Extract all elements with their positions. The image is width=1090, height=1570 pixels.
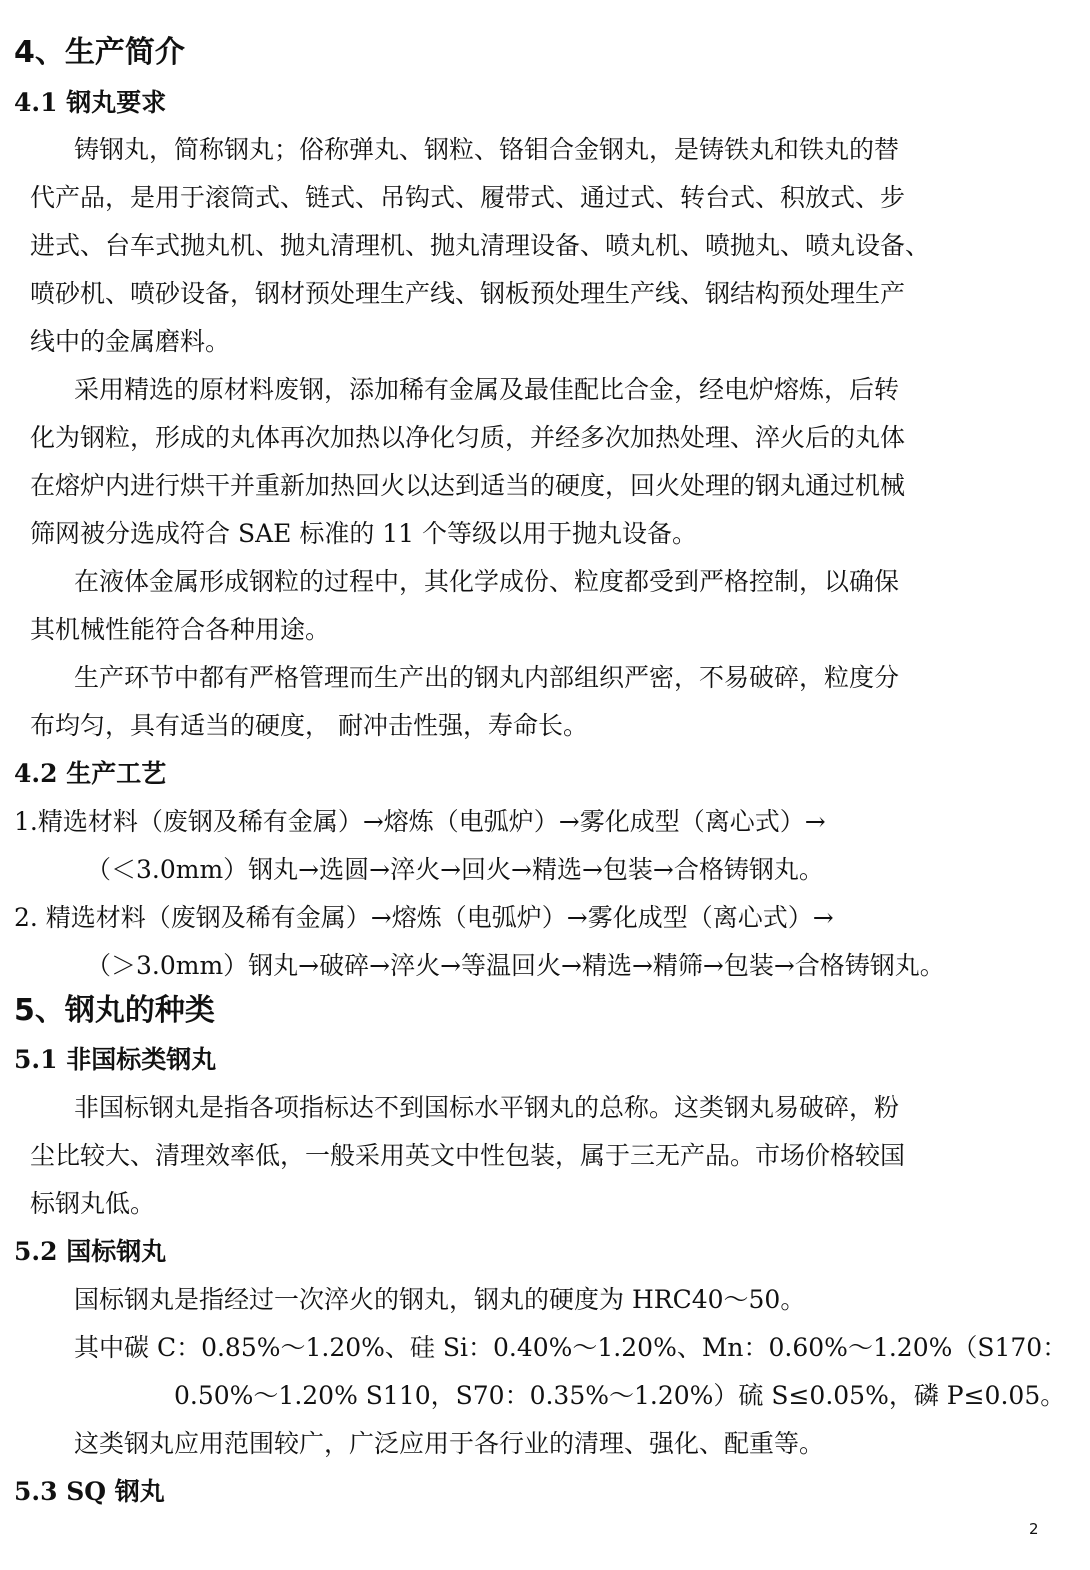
text-line: 线中的金属磨料。 xyxy=(30,327,231,356)
text-line: 标钢丸低。 xyxy=(30,1189,156,1218)
text-line: 非国标钢丸是指各项指标达不到国标水平钢丸的总称。这类钢丸易破碎，粉 xyxy=(74,1093,900,1122)
text-line: （＞3.0mm）钢丸→破碎→淬火→等温回火→精选→精筛→包装→合格铸钢丸。 xyxy=(86,951,945,980)
text-line: 采用精选的原材料废钢，添加稀有金属及最佳配比合金，经电炉熔炼，后转 xyxy=(74,375,900,404)
text-line: 其机械性能符合各种用途。 xyxy=(30,615,331,644)
text-line: 尘比较大、清理效率低，一般采用英文中性包装，属于三无产品。市场价格较国 xyxy=(30,1141,906,1170)
text-line: 在熔炉内进行烘干并重新加热回火以达到适当的硬度，回火处理的钢丸通过机械 xyxy=(30,471,906,500)
text-line: 布均匀，具有适当的硬度， 耐冲击性强，寿命长。 xyxy=(30,711,588,740)
section-5-1-heading: 5.1 非国标类钢丸 xyxy=(14,1045,217,1074)
section-4-2-heading: 4.2 生产工艺 xyxy=(14,759,167,788)
text-line: 其中碳 C：0.85%～1.20%、硅 Si：0.40%～1.20%、Mn：0.60%～1.20%（S170： xyxy=(74,1333,1068,1362)
text-line: 进式、台车式抛丸机、抛丸清理机、抛丸清理设备、喷丸机、喷抛丸、喷丸设备、 xyxy=(30,231,931,260)
section-5-3-heading: 5.3 SQ 钢丸 xyxy=(14,1477,165,1506)
section-5-heading: 5、钢丸的种类 xyxy=(14,993,215,1028)
section-4-heading: 4、生产简介 xyxy=(14,35,185,70)
text-line: （＜3.0mm）钢丸→选圆→淬火→回火→精选→包装→合格铸钢丸。 xyxy=(86,855,824,884)
text-line: 铸钢丸，简称钢丸；俗称弹丸、钢粒、铬钼合金钢丸，是铸铁丸和铁丸的替 xyxy=(74,135,900,164)
text-line: 代产品，是用于滚筒式、链式、吊钩式、履带式、通过式、转台式、积放式、步 xyxy=(30,183,906,212)
text-line: 在液体金属形成钢粒的过程中，其化学成份、粒度都受到严格控制，以确保 xyxy=(74,567,900,596)
paragraph-application-range: 这类钢丸应用范围较广，广泛应用于各行业的清理、强化、配重等。 xyxy=(74,1429,825,1458)
text-line: 0.50%～1.20% S110，S70：0.35%～1.20%）硫 S≤0.05%，磷 P≤0.05。 xyxy=(174,1381,1066,1410)
section-4-1-heading: 4.1 钢丸要求 xyxy=(14,88,167,117)
text-line: 化为钢粒，形成的丸体再次加热以净化匀质，并经多次加热处理、淬火后的丸体 xyxy=(30,423,906,452)
section-5-2-heading: 5.2 国标钢丸 xyxy=(14,1237,167,1266)
page-number: 2 xyxy=(1029,1520,1039,1538)
text-line: 生产环节中都有严格管理而生产出的钢丸内部组织严密，不易破碎，粒度分 xyxy=(74,663,900,692)
text-line: 1.精选材料（废钢及稀有金属）→熔炼（电弧炉）→雾化成型（离心式）→ xyxy=(14,807,826,836)
paragraph-standard-shot-hardness: 国标钢丸是指经过一次淬火的钢丸，钢丸的硬度为 HRC40～50。 xyxy=(74,1285,806,1314)
text-line: 筛网被分选成符合 SAE 标准的 11 个等级以用于抛丸设备。 xyxy=(30,519,698,548)
text-line: 喷砂机、喷砂设备，钢材预处理生产线、钢板预处理生产线、钢结构预处理生产 xyxy=(30,279,906,308)
text-line: 2. 精选材料（废钢及稀有金属）→熔炼（电弧炉）→雾化成型（离心式）→ xyxy=(14,903,834,932)
